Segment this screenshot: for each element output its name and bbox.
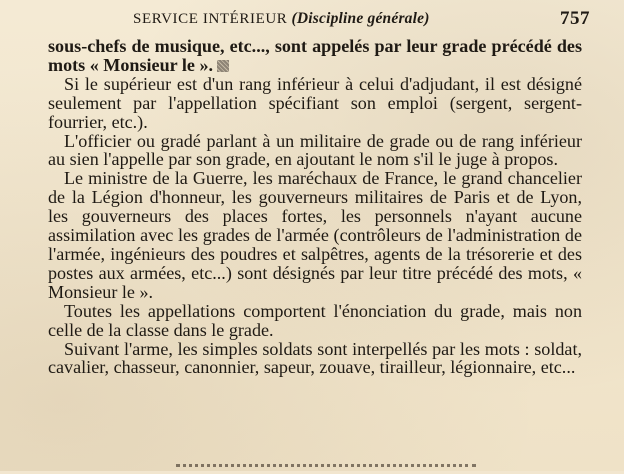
paragraph-1-text: sous-chefs de musique, etc..., sont appelés par leur grade précédé des mots « Monsieur le ». bbox=[48, 36, 582, 75]
paragraph-6: Suivant l'arme, les simples soldats sont interpellés par les mots : soldat, cavalier, chasseur, canonnier, sapeur, zouave, tirailleur, légionnaire, etc... bbox=[48, 338, 582, 378]
paragraph-5: Toutes les appellations comportent l'énonciation du grade, mais non celle de la classe dans le grade. bbox=[48, 300, 582, 340]
page-number: 757 bbox=[560, 8, 590, 29]
paragraph-1 bbox=[48, 37, 582, 75]
body-text bbox=[48, 37, 582, 377]
running-head bbox=[133, 10, 430, 28]
ink-blot-icon bbox=[217, 60, 229, 72]
paragraph-4: Le ministre de la Guerre, les maréchaux de France, le grand chancelier de la Légion d'honneur, les gouverneurs militaires de Paris et de Lyon, les gouverneurs des places fortes, les personnels n'ayant aucune assimilation avec les grades de l'armée (contrôleurs de l'administration de l'armée, ingénieurs des poudres et salpêtres, agents de la trésorerie et des postes aux armées, etc...) sont désignés par leur titre précédé des mots, « Monsieur le ». bbox=[48, 168, 582, 302]
paragraph-2: Si le supérieur est d'un rang inférieur à celui d'adjudant, il est désigné seulement par l'appellation spécifiant son emploi (sergent, sergent-fourrier, etc.). bbox=[48, 73, 582, 132]
running-head-subtitle: (Discipline générale) bbox=[291, 10, 430, 27]
running-head-section: SERVICE INTÉRIEUR bbox=[133, 11, 288, 27]
cut-off-next-line bbox=[176, 464, 476, 474]
page-header bbox=[0, 8, 624, 34]
paragraph-3: L'officier ou gradé parlant à un militaire de grade ou de rang inférieur au sien l'appelle par son grade, en ajoutant le nom s'il le juge à propos. bbox=[48, 130, 582, 170]
